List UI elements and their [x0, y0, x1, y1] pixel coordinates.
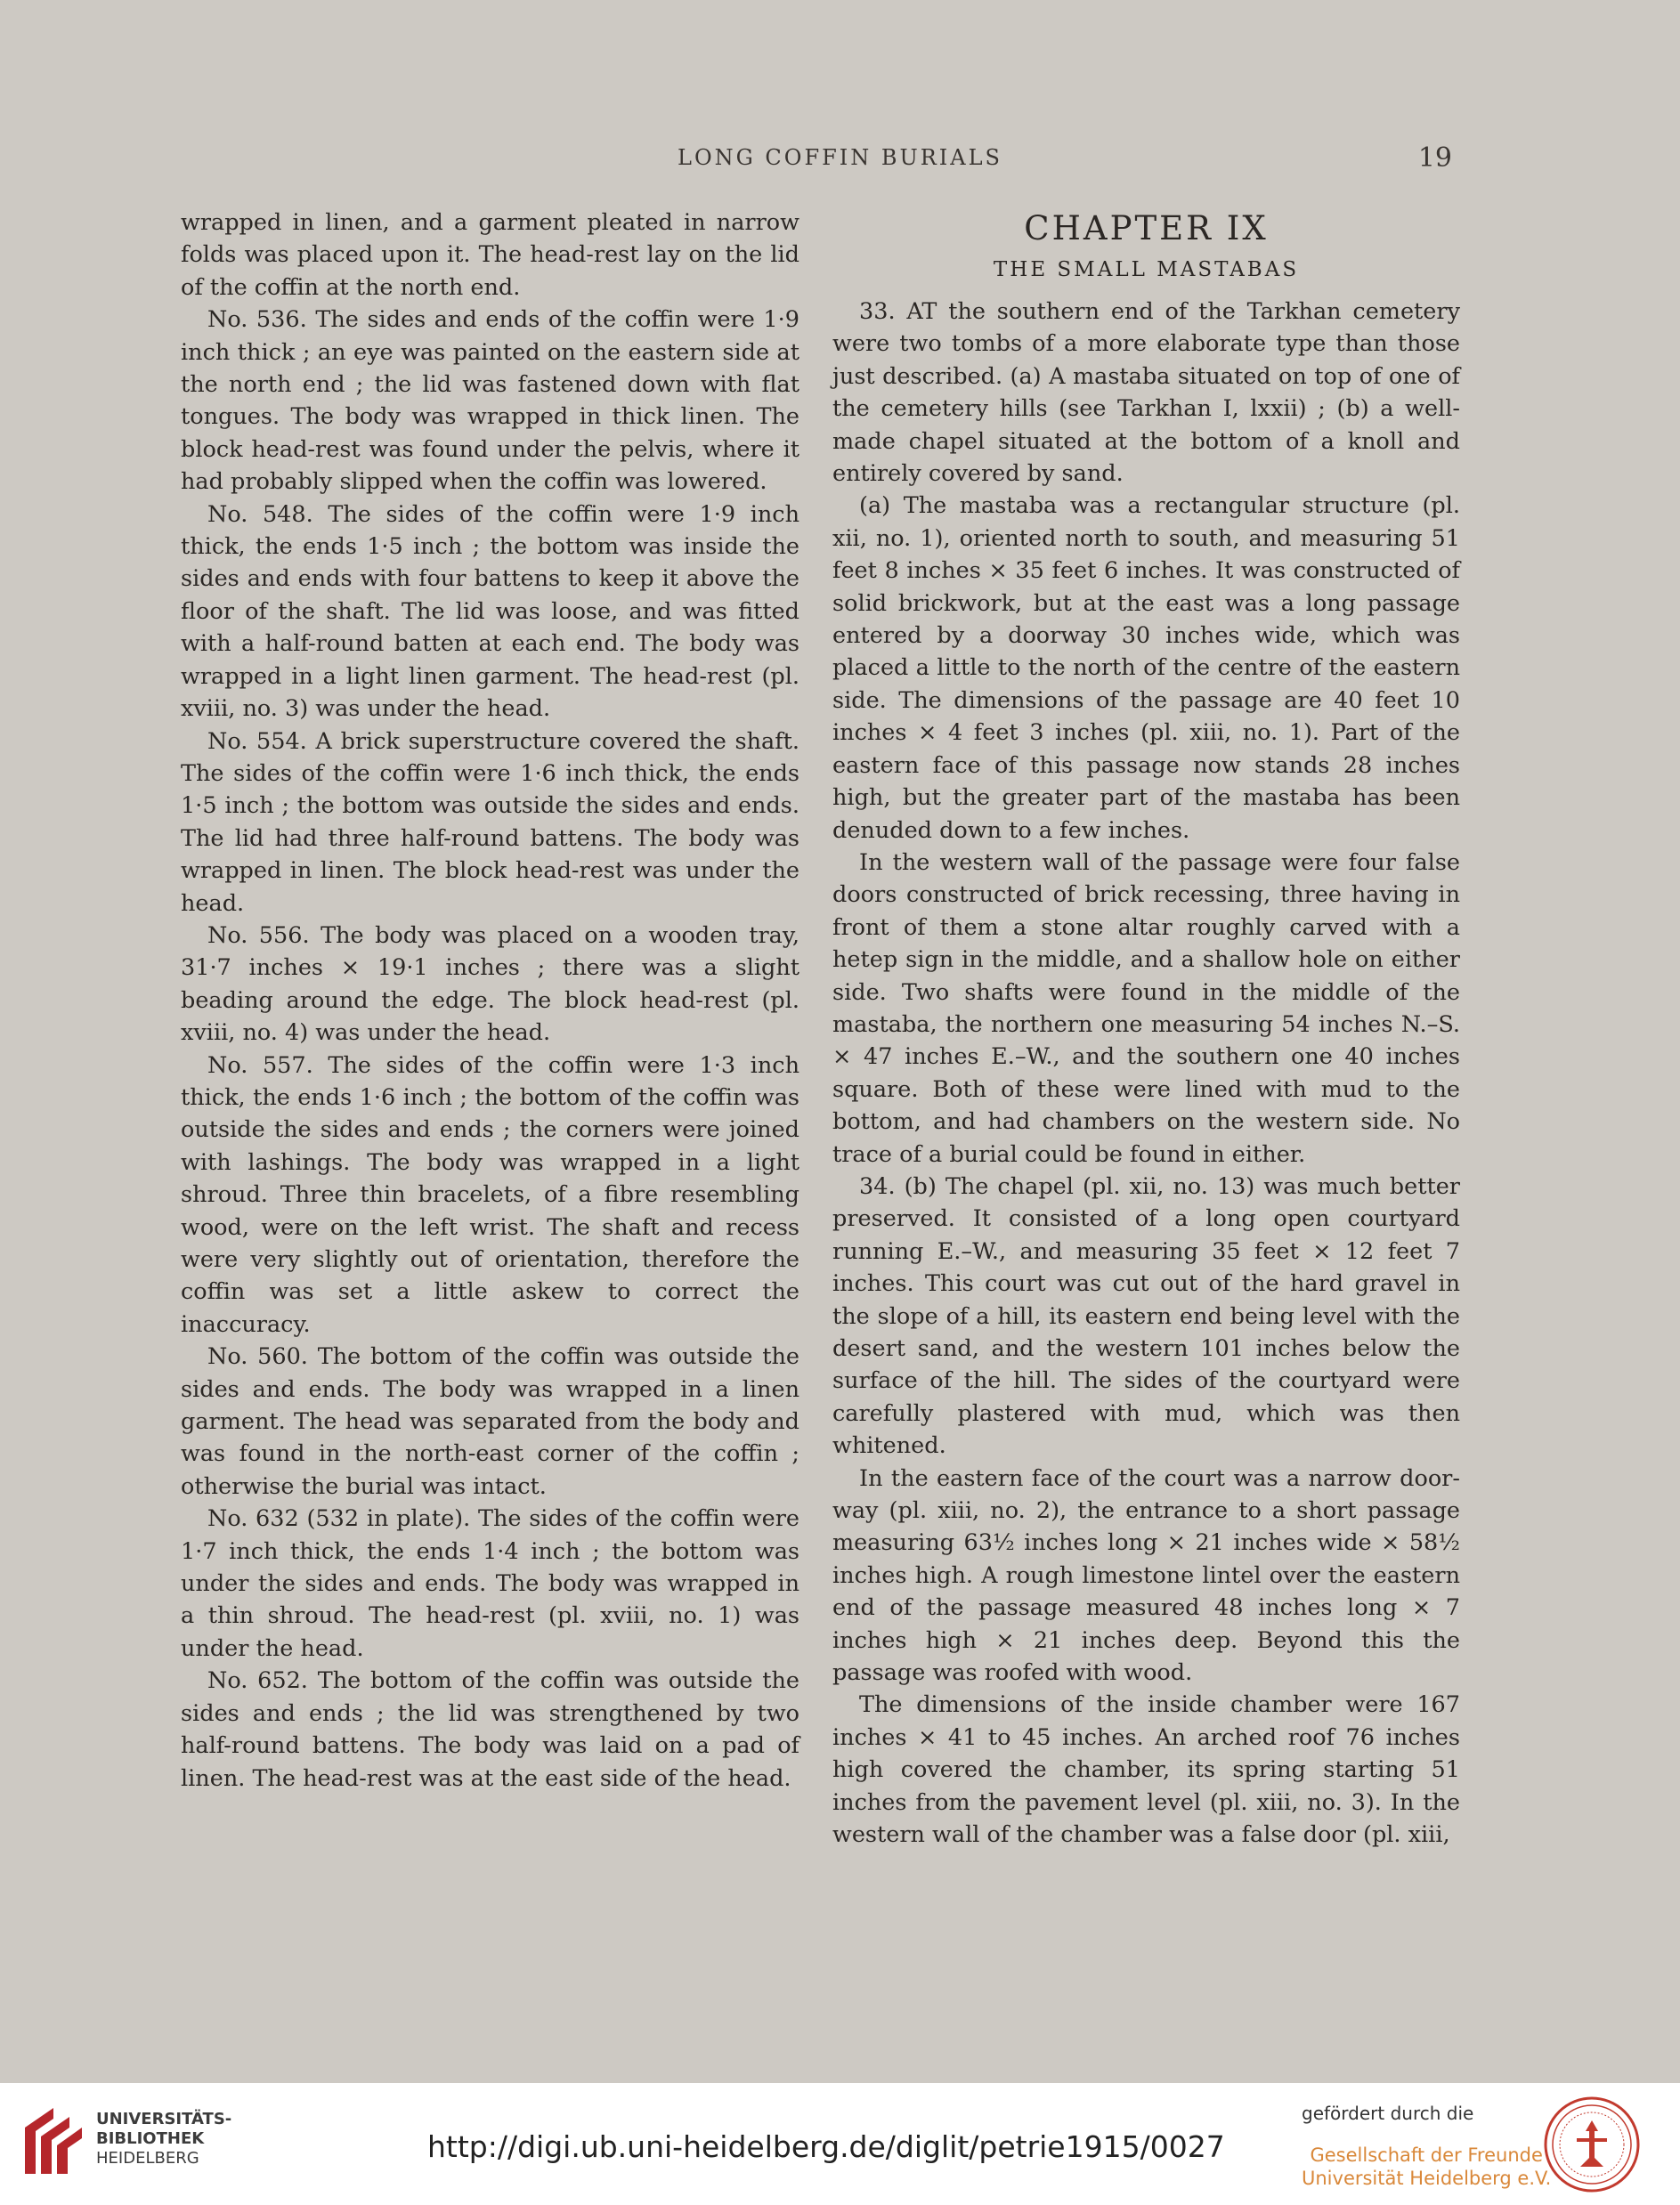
- paragraph: The dimensions of the inside chamber were 167 inches × 41 to 45 inches. An arched roof 76 inches high covered the chamber, its spring starting 51 inches from the pavement level (pl. xiii, no. 3). In the western wall of the chamber was a false door (pl. xiii,: [832, 1691, 1460, 1849]
- paragraph: No. 632 (532 in plate). The sides of the coffin were 1·7 inch thick, the ends 1·4 inch ; the bottom was under the sides and ends. The body was wrapped in a thin shroud. The head-rest (pl. xviii, no. 1) was under the head.: [181, 1505, 799, 1662]
- library-name-line: BIBLIOTHEK: [96, 2129, 205, 2148]
- paragraph: wrapped in linen, and a garment pleated in narrow folds was placed upon it. The head-rest lay on the lid of the coffin at the north end.: [181, 209, 799, 301]
- section-title: THE SMALL MASTABAS: [993, 258, 1300, 281]
- paragraph: In the western wall of the passage were four false doors constructed of brick recessing, three having in front of them a stone altar roughly carved with a hetep sign in the middle, and a shallow hole on either side. Two shafts were found in the middle of the mastaba, the northern one measuring 54 inches N.–S. × 47 inches E.–W., and the southern one 40 inches square. Both of these were lined with mud to the bottom, and had chambers on the western side. No trace of a burial could be found in either.: [832, 848, 1460, 1168]
- running-head: LONG COFFIN BURIALS: [678, 145, 1002, 170]
- paragraph: No. 560. The bottom of the coffin was outside the sides and ends. The body was wrapped in a linen garment. The head was separated from the body and was found in the north-east corner of the coffin ; otherwise the burial was intact.: [181, 1343, 799, 1500]
- sponsor-line: Gesellschaft der Freunde: [1310, 2144, 1543, 2166]
- paragraph: In the eastern face of the court was a narrow doorway (pl. xiii, no. 2), the entrance to a short passage measuring 63½ inches long × 21 inches wide × 58½ inches high. A rough limestone lintel over the eastern end of the passage measured 48 inches long × 7 inches high × 21 inches deep. Beyond this the passage was roofed with wood.: [832, 1464, 1460, 1687]
- paragraph: No. 557. The sides of the coffin were 1·3 inch thick, the ends 1·6 inch ; the bottom of the coffin was outside the sides and ends ; the corners were joined with lashings. The body was wrapped in a light shroud. Three thin bracelets, of a fibre resembling wood, were on the left wrist. The shaft and recess were very slightly out of orientation, therefore the coffin was set a little askew to correct the inaccuracy.: [181, 1051, 799, 1338]
- ub-heidelberg-logo-icon[interactable]: [18, 2101, 89, 2181]
- library-name-line: HEIDELBERG: [96, 2149, 199, 2168]
- paragraph: No. 536. The sides and ends of the coffin were 1·9 inch thick ; an eye was painted on the eastern side at the north end ; the lid was fastened down with flat tongues. The body was wrapped in thick linen. The block head-rest was found under the pelvis, where it had probably slipped when the coffin was lowered.: [181, 306, 799, 496]
- university-seal-icon: [1543, 2096, 1641, 2193]
- paragraph: No. 556. The body was placed on a wooden tray, 31·7 inches × 19·1 inches ; there was a slight beading around the edge. The block head-rest (pl. xviii, no. 4) was under the head.: [181, 921, 799, 1047]
- library-name: [96, 2110, 231, 2169]
- paragraph: 33. AT the southern end of the Tarkhan cemetery were two tombs of a more elaborate type than those just described. (a) A mastaba situated on top of one of the cemetery hills (see Tarkhan I, lxxii) ; (b) a well-made chapel situated at the bottom of a knoll and entirely covered by sand.: [832, 298, 1460, 488]
- sponsor-name[interactable]: [1302, 2144, 1551, 2190]
- right-column: [832, 207, 1460, 1852]
- sponsor-line: Universität Heidelberg e.V.: [1302, 2168, 1552, 2189]
- paragraph: No. 652. The bottom of the coffin was outside the sides and ends ; the lid was strengthened by two half-round battens. The body was laid on a pad of linen. The head-rest was at the east side of the head.: [181, 1667, 799, 1792]
- chapter-heading: CHAPTER IX: [1024, 209, 1269, 247]
- library-name-line: UNIVERSITÄTS-: [96, 2110, 232, 2128]
- paragraph: (a) The mastaba was a rectangular structure (pl. xii, no. 1), oriented north to south, and measuring 51 feet 8 inches × 35 feet 6 inches. It was constructed of solid brickwork, but at the east was a long passage entered by a doorway 30 inches wide, which was placed a little to the north of the centre of the eastern side. The dimensions of the passage are 40 feet 10 inches × 4 feet 3 inches (pl. xiii, no. 1). Part of the eastern face of this passage now stands 28 inches high, but the greater part of the mastaba has been denuded down to a few inches.: [832, 492, 1460, 844]
- paragraph: No. 554. A brick superstructure covered the shaft. The sides of the coffin were 1·6 inch thick, the ends 1·5 inch ; the bottom was outside the sides and ends. The lid had three half-round battens. The body was wrapped in linen. The block head-rest was under the head.: [181, 727, 799, 917]
- paragraph: No. 548. The sides of the coffin were 1·9 inch thick, the ends 1·5 inch ; the bottom was inside the sides and ends with four battens to keep it above the floor of the shaft. The lid was loose, and was fitted with a half-round batten at each end. The body was wrapped in a light linen garment. The head-rest (pl. xviii, no. 3) was under the head.: [181, 500, 799, 723]
- permalink-url[interactable]: http://digi.ub.uni-heidelberg.de/diglit/petrie1915/0027: [427, 2129, 1225, 2164]
- paragraph: 34. (b) The chapel (pl. xii, no. 13) was much better preserved. It consisted of a long open courtyard running E.–W., and measuring 35 feet × 12 feet 7 inches. This court was cut out of the hard gravel in the slope of a hill, its eastern end being level with the desert sand, and the western 101 inches below the surface of the hill. The sides of the courtyard were carefully plastered with mud, which was then whitened.: [832, 1172, 1460, 1460]
- page-number: 19: [1417, 142, 1452, 174]
- sponsor-prefix: gefördert durch die: [1302, 2103, 1474, 2124]
- left-column: [181, 207, 799, 1795]
- footer-bar: [0, 2083, 1680, 2205]
